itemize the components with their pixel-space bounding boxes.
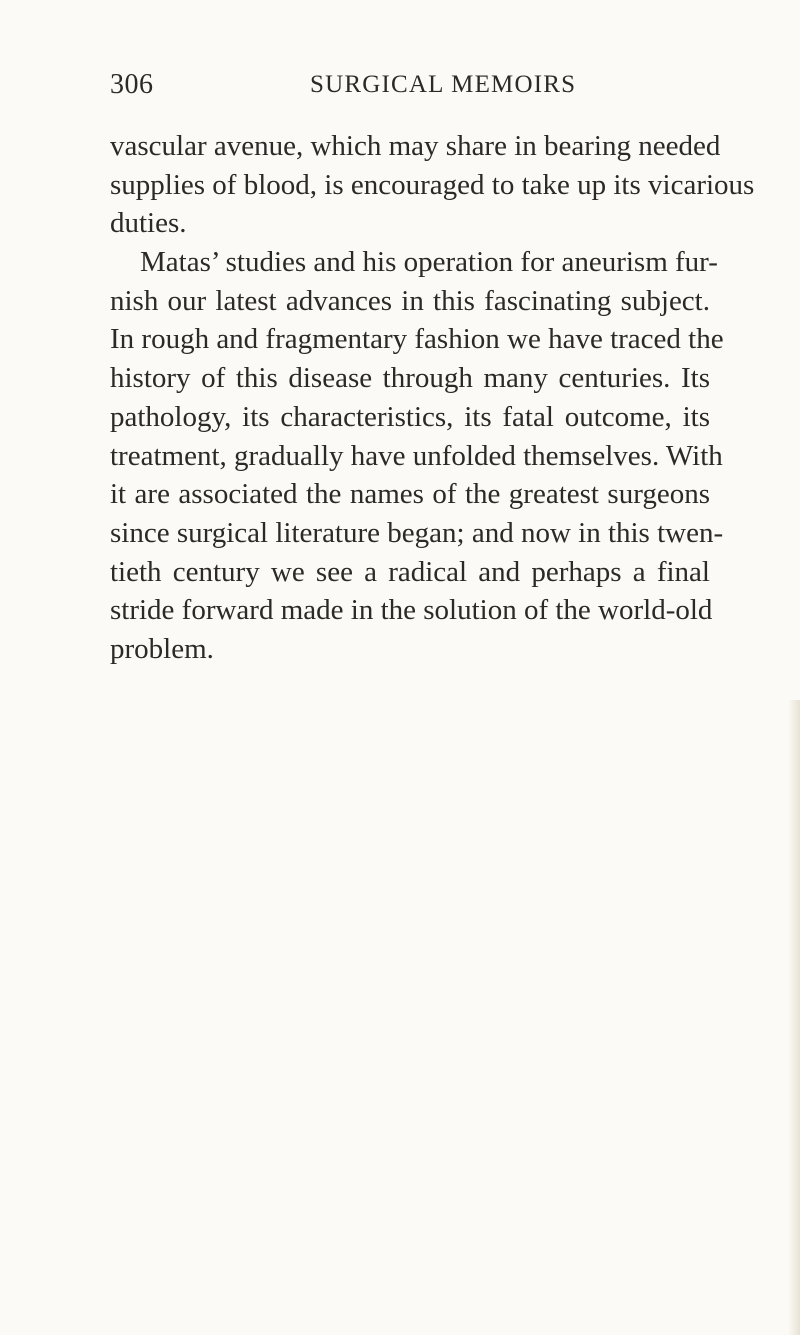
text-line: problem.	[110, 632, 214, 665]
running-head	[110, 68, 700, 102]
text-line: duties.	[110, 207, 187, 240]
text-line: since surgical literature began; and now in this twen-	[110, 516, 724, 549]
text-line: it are associated the names of the greatest surgeons	[110, 478, 710, 511]
text-line: stride forward made in the solution of the world-old	[110, 594, 713, 627]
text-line: supplies of blood, is encouraged to take up its vicarious	[110, 168, 755, 201]
text-line: tieth century we see a radical and perhaps a final	[110, 555, 710, 588]
text-line: nish our latest advances in this fascinating subject.	[110, 284, 710, 317]
page-number: 306	[110, 69, 154, 100]
text-line: In rough and fragmentary fashion we have traced the	[110, 323, 724, 356]
page-edge-shadow	[788, 700, 800, 1335]
text-line: treatment, gradually have unfolded themselves. With	[110, 439, 723, 472]
text-line: pathology, its characteristics, its fatal outcome, its	[110, 400, 710, 433]
text-line: history of this disease through many centuries. Its	[110, 362, 710, 395]
body-text	[110, 127, 755, 669]
paragraph-first-line: Matas’ studies and his operation for aneurism fur-	[140, 246, 718, 279]
running-title: SURGICAL MEMOIRS	[310, 71, 577, 98]
text-line: vascular avenue, which may share in bearing needed	[110, 130, 721, 162]
